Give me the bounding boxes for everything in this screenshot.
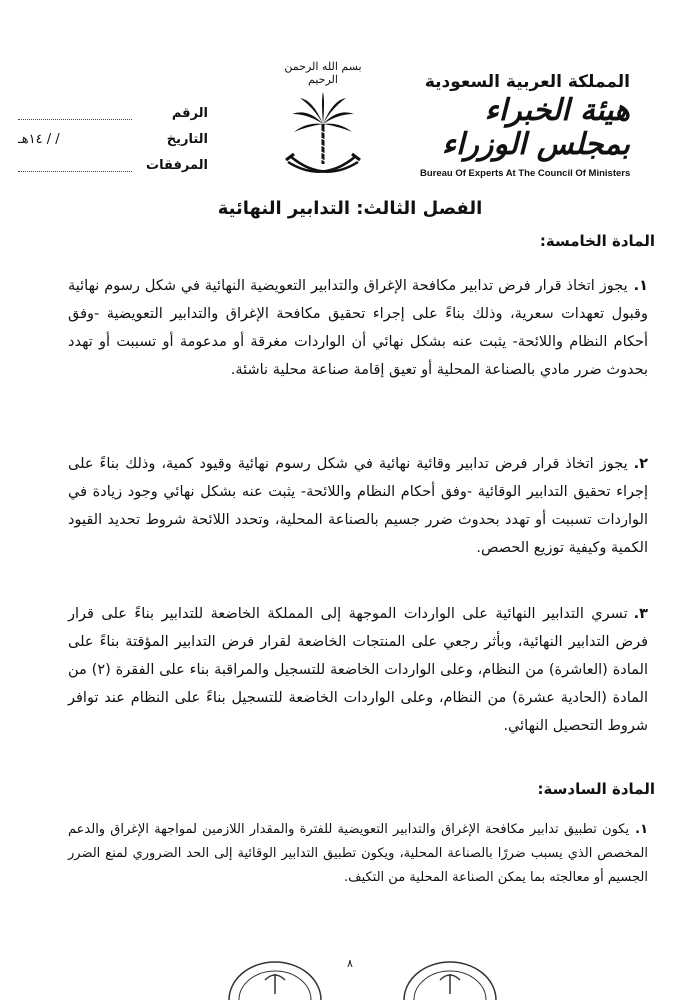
- page-number: ٨: [347, 957, 353, 970]
- clause-number: ١.: [633, 278, 648, 294]
- article-clause: [68, 272, 648, 384]
- basmala: بسم الله الرحمن الرحيم: [284, 60, 362, 86]
- attachments-field: [18, 159, 132, 172]
- bureau-name-english: Bureau Of Experts At The Council Of Ministers: [420, 168, 631, 179]
- bureau-name-arabic: هيئة الخبراء بمجلس الوزراء: [441, 93, 630, 162]
- organization-header: [420, 72, 630, 179]
- reference-number-row: [18, 100, 208, 126]
- reference-fields: [18, 100, 208, 178]
- clause-text: يجوز اتخاذ قرار فرض تدابير مكافحة الإغراق والتدابير التعويضية النهائية في شكل رسوم نهائية وقبول تعهدات سعرية، وذلك بناءً على إجراء تحقيق مكافحة الإغراق والتدابير التعويضية -وفق أحكام النظام واللائحة- يثبت عنه بشكل نهائي أن الواردات مغرقة أو مدعومة أو تسببت أو تهدد بحدوث ضرر مادي بالصناعة المحلية أو تعيق إقامة صناعة محلية ناشئة.: [68, 278, 648, 378]
- attachments-label: المرفقات: [146, 157, 208, 173]
- date-label: التاريخ: [166, 131, 208, 147]
- clause-text: يجوز اتخاذ قرار فرض تدابير وقائية نهائية في شكل رسوم نهائية وقيود كمية، وذلك بناءً على إجراء تحقيق التدابير الوقائية -وفق أحكام النظام واللائحة- يثبت عنه بشكل نهائي وجود زيادة في الواردات تسببت أو تهدد بحدوث ضرر جسيم بالصناعة المحلية، وتحدد اللائحة شروط تحديد القيود الكمية وكيفية توزيع الحصص.: [68, 456, 648, 556]
- reference-number-label: الرقم: [171, 105, 208, 121]
- date-value: / / ١٤هـ: [18, 131, 60, 147]
- reference-number-field: [18, 107, 132, 120]
- clause-text: يكون تطبيق تدابير مكافحة الإغراق والتدابير التعويضية للفترة والمقدار اللازمين لمواجهة الإغراق والدعم المخصص الذي يسبب ضررًا بالصناعة المحلية، ويكون تطبيق التدابير الوقائية إلى الحد الضروري لمنع الضرر الجسيم أو معالجته بما يمكن الصناعة المحلية من التكيف.: [68, 822, 648, 885]
- emblem: [278, 60, 368, 170]
- chapter-title: الفصل الثالث: التدابير النهائية: [217, 198, 483, 219]
- article-clause: [68, 450, 648, 562]
- clause-text: تسري التدابير النهائية على الواردات الموجهة إلى المملكة الخاضعة للتدابير بناءً على قرار فرض التدابير النهائية، وبأثر رجعي على المنتجات الخاضعة لقرار فرض التدابير المؤقتة بناءً على المادة (العاشرة) من النظام، وعلى الواردات الخاضعة للتسجيل والمراقبة بناء على الفقرة (٢) من المادة (الحادية عشرة) من النظام، وعلى الواردات الخاضعة للتسجيل بناءً على النظام عند توافر شروط التحصيل النهائي.: [68, 606, 648, 734]
- country-name: المملكة العربية السعودية: [424, 72, 630, 92]
- article-clause: [68, 600, 648, 740]
- saudi-emblem-palm-swords-icon: [278, 86, 368, 181]
- attachments-row: [18, 152, 208, 178]
- date-row: [18, 126, 208, 152]
- article-clause: [68, 818, 648, 890]
- clause-number: ١.: [635, 822, 648, 837]
- clause-number: ٢.: [633, 456, 648, 472]
- article-heading: المادة السادسة:: [537, 780, 655, 798]
- clause-number: ٣.: [633, 606, 648, 622]
- article-heading: المادة الخامسة:: [539, 232, 655, 250]
